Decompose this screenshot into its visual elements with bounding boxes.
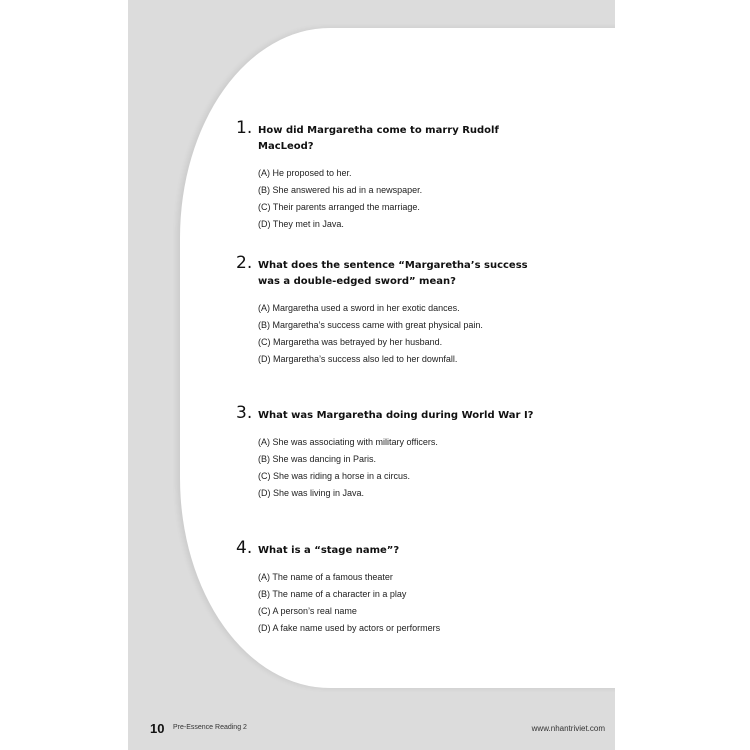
option-d: (D) Margaretha’s success also led to her downfall. (258, 354, 458, 364)
question-2 (236, 253, 536, 368)
option-c: (C) Their parents arranged the marriage. (258, 202, 420, 212)
page-footer (128, 723, 615, 737)
option-c: (C) She was riding a horse in a circus. (258, 471, 411, 481)
question-3 (236, 403, 536, 502)
book-title: Pre-Essence Reading 2 (173, 724, 247, 731)
option-d: (D) They met in Java. (258, 219, 344, 229)
question-number: 3. (236, 403, 253, 423)
option-a: (A) Margaretha used a sword in her exotic dances. (258, 303, 460, 313)
question-text: How did Margaretha come to marry Rudolf MacLeod? (258, 125, 499, 152)
question-1 (236, 118, 536, 233)
website-link: www.nhantriviet.com (531, 724, 605, 733)
option-b: (B) The name of a character in a play (258, 589, 407, 599)
answer-options (258, 434, 536, 502)
question-number: 2. (236, 253, 253, 273)
option-a: (A) He proposed to her. (258, 168, 352, 178)
answer-options (258, 300, 536, 368)
question-header (236, 118, 536, 155)
answer-options (258, 569, 536, 637)
book-page (128, 0, 615, 750)
option-b: (B) She answered his ad in a newspaper. (258, 185, 423, 195)
question-number: 1. (236, 118, 253, 138)
question-header (236, 403, 536, 424)
option-b: (B) Margaretha’s success came with great physical pain. (258, 320, 483, 330)
option-a: (A) She was associating with military officers. (258, 437, 438, 447)
option-c: (C) A person’s real name (258, 606, 357, 616)
option-d: (D) She was living in Java. (258, 488, 365, 498)
option-b: (B) She was dancing in Paris. (258, 454, 377, 464)
option-a: (A) The name of a famous theater (258, 572, 393, 582)
question-4 (236, 538, 536, 637)
option-c: (C) Margaretha was betrayed by her husband. (258, 337, 443, 347)
answer-options (258, 165, 536, 233)
question-text: What does the sentence “Margaretha’s success was a double-edged sword” mean? (258, 260, 528, 287)
question-header (236, 538, 536, 559)
question-text: What was Margaretha doing during World War I? (258, 410, 534, 421)
page-number: 10 (150, 721, 165, 736)
question-number: 4. (236, 538, 253, 558)
question-text: What is a “stage name”? (258, 545, 400, 556)
question-header (236, 253, 536, 290)
option-d: (D) A fake name used by actors or performers (258, 623, 441, 633)
